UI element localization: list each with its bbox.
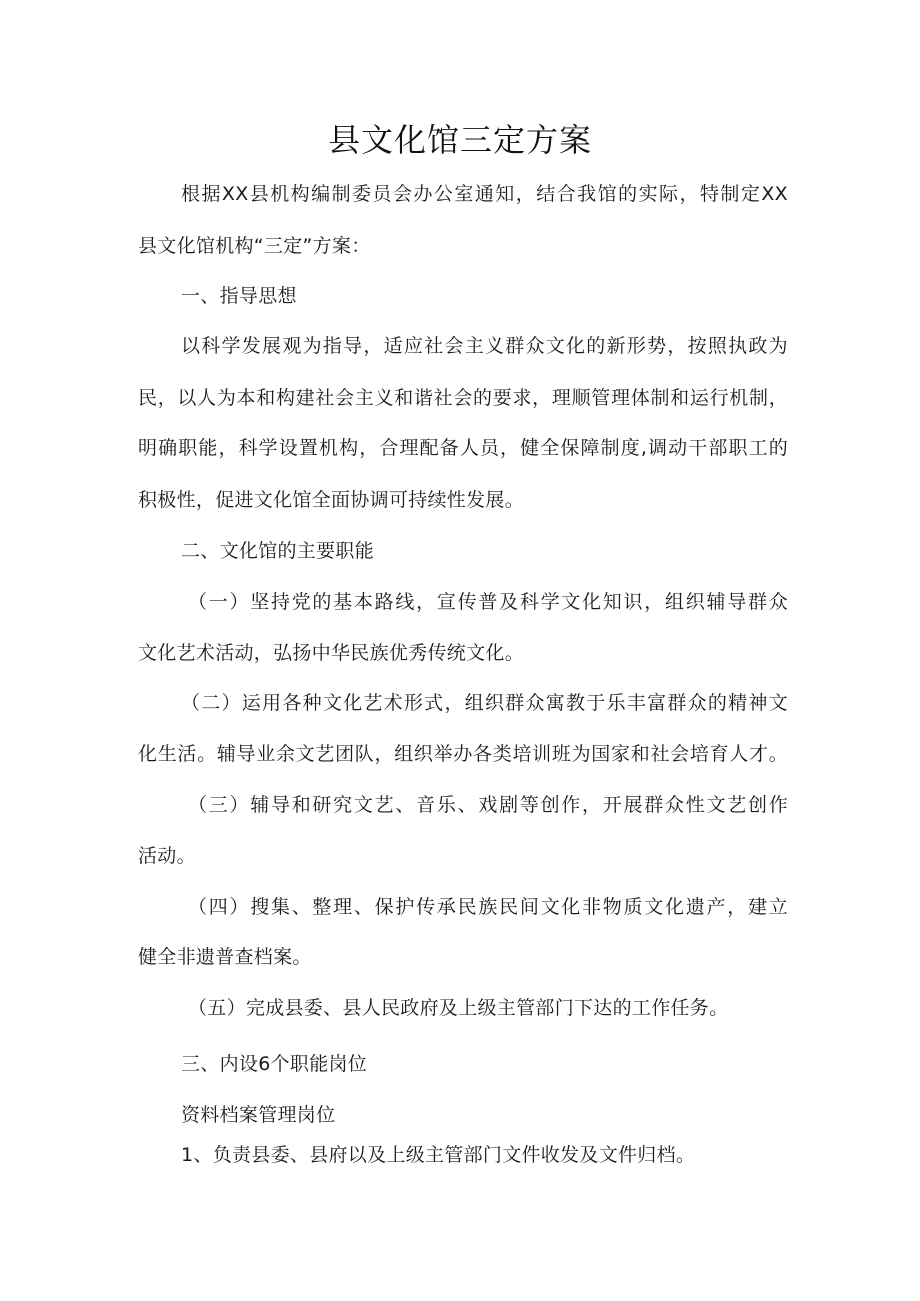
section-1-paragraph-line-2: 民，以人为本和构建社会主义和谐社会的要求，理顺管理体制和运行机制， bbox=[138, 387, 788, 409]
intro-line-2: 县文化馆机构“三定”方案： bbox=[138, 235, 371, 257]
post-1-name: 资料档案管理岗位 bbox=[181, 1104, 336, 1126]
function-5-line-1: （五）完成县委、县人民政府及上级主管部门下达的工作任务。 bbox=[188, 997, 729, 1019]
section-1-paragraph-line-4: 积极性，促进文化馆全面协调可持续性发展。 bbox=[138, 489, 525, 511]
function-3-line-2: 活动。 bbox=[138, 845, 196, 867]
section-1-paragraph-line-1: 以科学发展观为指导，适应社会主义群众文化的新形势，按照执政为 bbox=[181, 335, 788, 357]
document-title: 县文化馆三定方案 bbox=[327, 121, 592, 159]
function-1-line-2: 文化艺术活动，弘扬中华民族优秀传统文化。 bbox=[138, 642, 525, 664]
function-2-line-1: （二）运用各种文化艺术形式，组织群众寓教于乐丰富群众的精神文 bbox=[181, 692, 788, 714]
section-1-paragraph-line-3: 明确职能，科学设置机构，合理配备人员，健全保障制度,调动干部职工的 bbox=[138, 437, 788, 459]
function-4-line-1: （四）搜集、整理、保护传承民族民间文化非物质文化遗产，建立 bbox=[188, 896, 788, 918]
post-1-duty-1: 1、负责县委、县府以及上级主管部门文件收发及文件归档。 bbox=[181, 1144, 696, 1166]
function-3-line-1: （三）辅导和研究文艺、音乐、戏剧等创作，开展群众性文艺创作 bbox=[188, 794, 788, 816]
function-1-line-1: （一）坚持党的基本路线，宣传普及科学文化知识，组织辅导群众 bbox=[188, 591, 788, 613]
function-4-line-2: 健全非遗普查档案。 bbox=[138, 946, 312, 968]
intro-line-1: 根据XX县机构编制委员会办公室通知，结合我馆的实际，特制定XX bbox=[181, 183, 788, 205]
function-2-line-2: 化生活。辅导业余文艺团队，组织举办各类培训班为国家和社会培育人才。 bbox=[138, 743, 788, 765]
section-3-heading: 三、内设6个职能岗位 bbox=[181, 1053, 368, 1075]
section-1-heading: 一、指导思想 bbox=[181, 285, 297, 307]
section-2-heading: 二、文化馆的主要职能 bbox=[181, 540, 375, 562]
